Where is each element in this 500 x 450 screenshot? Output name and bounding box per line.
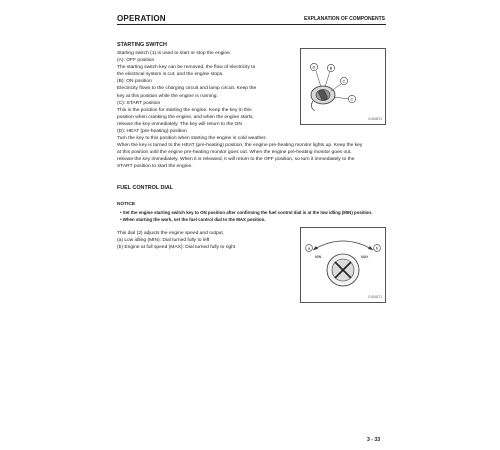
min-label: MIN [315, 255, 322, 259]
section-title: OPERATION [117, 14, 166, 23]
starting-switch-heading: STARTING SWITCH [117, 42, 167, 48]
notice-title: NOTICE [117, 202, 136, 207]
text-line: key at this position while the engine is running. [117, 93, 218, 99]
text-line: This is the position for starting the engine. Keep the key in this [117, 107, 252, 113]
page-subtitle: EXPLANATION OF COMPONENTS [303, 16, 385, 22]
text-line: This dial (2) adjusts the engine speed and output. [117, 231, 225, 236]
bullet-text: When starting the work, set the fuel control dial to the MAX position. [122, 217, 266, 222]
text-line: START position to start the engine. [117, 164, 193, 170]
notice-bullet [120, 217, 265, 222]
text-line: release the key immediately. The key will return to the ON [117, 121, 242, 127]
callout-c2: C [350, 96, 354, 102]
text-line: (D): HEAT (pre-heating) position [117, 129, 187, 135]
starting-switch-text [117, 50, 256, 135]
text-line: Starting switch (1) is used to start or stop the engine. [117, 51, 232, 56]
text-line: the electrical system is cut, and the engine stops. [117, 72, 224, 78]
text-line: position when cranking the engine, and when the engine starts, [117, 114, 254, 120]
callout-b: B [329, 65, 333, 71]
figure-id: 0-004071 [368, 117, 382, 121]
notice-bullet [120, 210, 372, 215]
callout-b: b [375, 245, 379, 251]
callout-a: a [307, 245, 311, 251]
callout-d: D [312, 64, 316, 70]
key-switch-illustration [301, 49, 385, 124]
page-number: 3 - 33 [367, 437, 381, 443]
text-line: (b) Engine at full speed (MAX): Dial turned fully to right [117, 245, 236, 251]
bullet-icon: • [120, 210, 122, 215]
callout-c: C [342, 78, 346, 84]
text-line: Electricity flows to the charging circuit and lamp circuit. Keep the [117, 86, 257, 92]
bullet-icon: • [120, 217, 122, 222]
starting-switch-fulltext [117, 135, 362, 170]
text-line: The starting switch key can be removed, the flow of electricity to [117, 65, 256, 71]
figure-id: 0-004171 [368, 295, 382, 299]
bullet-text: Set the engine starting switch key to ON position after confirming the fuel control dial is at the low idling (MIN) position. [122, 210, 373, 215]
text-line: When the key is turned to the HEAT (pre-heating) position, the engine pre-heating monitor lights up. Keep the key [117, 143, 363, 149]
text-line: (a) Low idling (MIN): Dial turned fully to left [117, 238, 210, 244]
fuel-dial-figure [300, 227, 386, 303]
text-line: (C): START position [117, 100, 161, 106]
fuel-dial-illustration [301, 228, 385, 302]
text-line: (B): ON position [117, 79, 152, 85]
text-line: release the key immediately. When it is released, it will return to the OFF position, so turn it immediately to the [117, 157, 355, 163]
text-line: (A): OFF position [117, 58, 155, 64]
text-line: at this position until the engine pre-heating monitor goes out. When the engine pre-heating monitor goes out, [117, 150, 352, 156]
starting-switch-figure [300, 48, 386, 125]
fuel-dial-text [117, 230, 235, 251]
max-label: MAX [361, 255, 369, 259]
fuel-dial-heading: FUEL CONTROL DIAL [117, 185, 174, 191]
header-rule [117, 24, 386, 25]
text-line: Turn the key to this position when starting the engine in cold weather. [117, 136, 267, 141]
